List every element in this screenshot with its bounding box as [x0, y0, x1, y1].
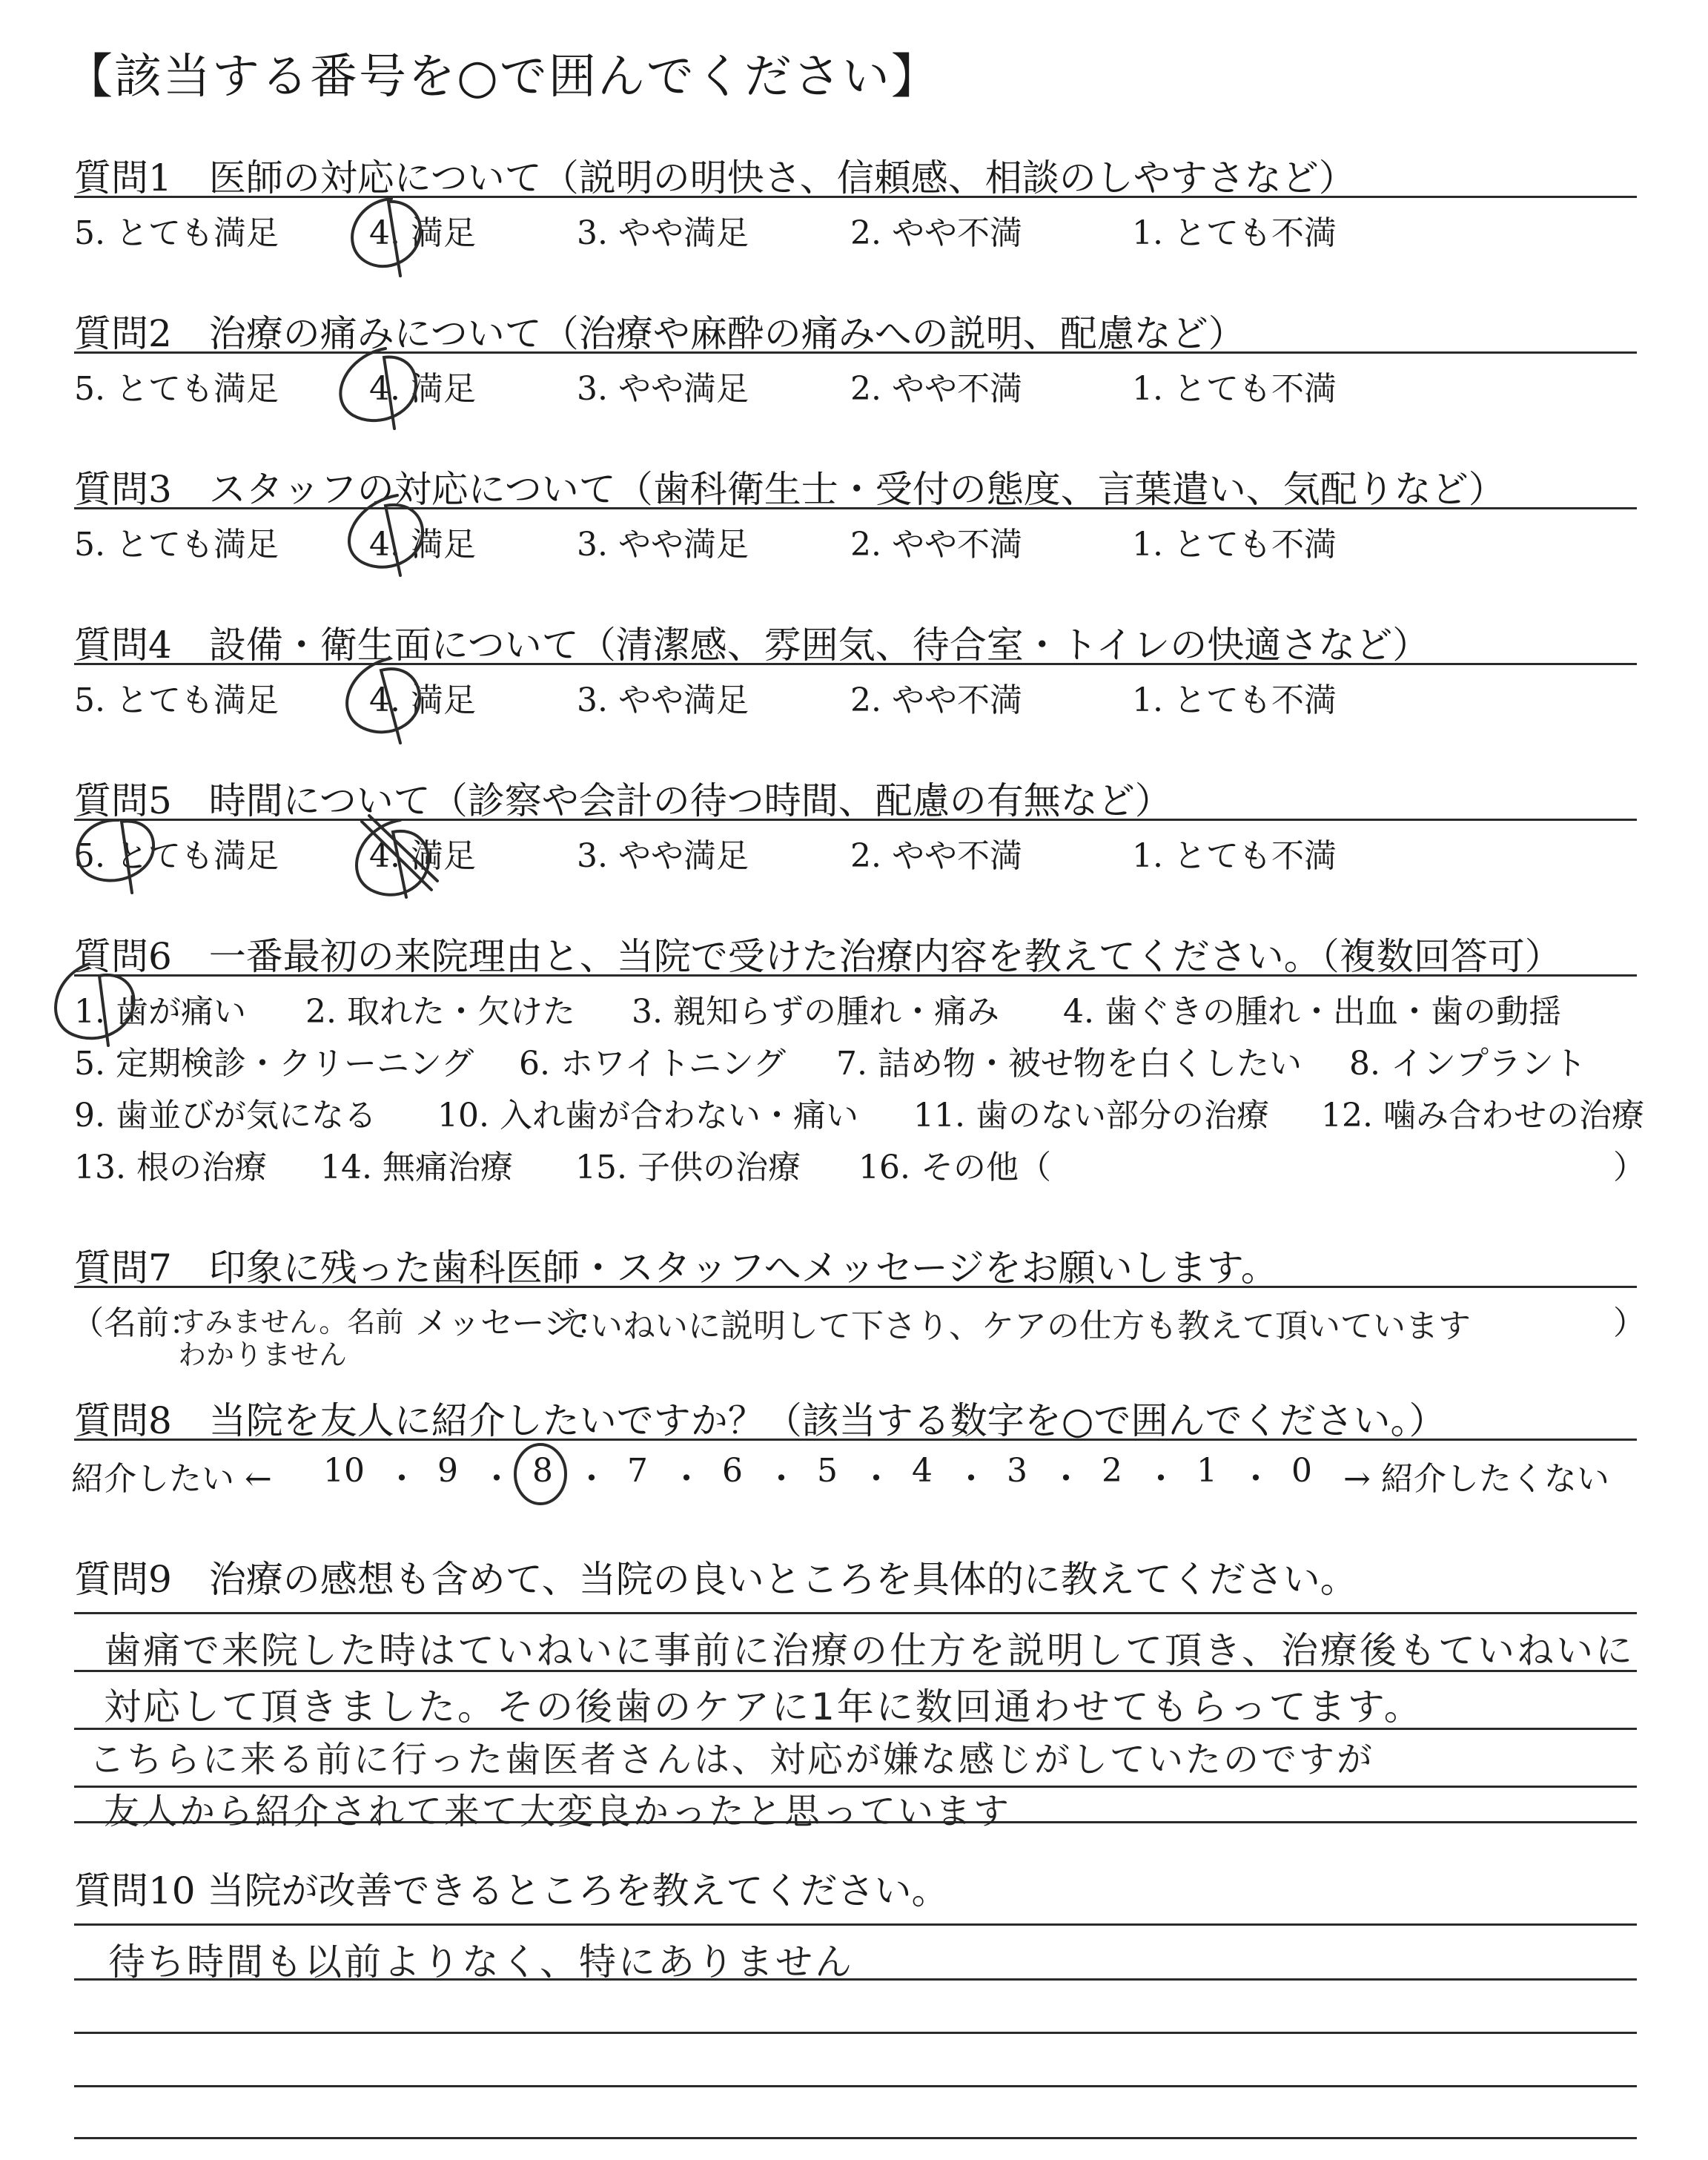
- q3-option-5[interactable]: 5. とても満足: [74, 526, 279, 564]
- q8-number-7[interactable]: 7: [627, 1452, 648, 1490]
- q7-name-label: （名前：: [71, 1304, 202, 1342]
- q10-writing-line: [74, 2085, 1637, 2087]
- q8-dot: ・: [385, 1460, 418, 1498]
- q8-number-3[interactable]: 3: [1007, 1452, 1027, 1490]
- question-4-rule: [74, 663, 1637, 665]
- q8-dot: ・: [860, 1460, 893, 1498]
- question-2-rule: [74, 351, 1637, 354]
- q8-dot: ・: [955, 1460, 987, 1498]
- question-8-rule: [74, 1439, 1637, 1441]
- q6-option-10[interactable]: 10. 入れ歯が合わない・痛い: [437, 1097, 858, 1135]
- q1-option-3[interactable]: 3. やや満足: [577, 214, 749, 252]
- q8-number-5[interactable]: 5: [817, 1452, 838, 1490]
- q5-option-1[interactable]: 1. とても不満: [1132, 837, 1337, 875]
- q1-option-4[interactable]: 4. 満足: [369, 214, 476, 252]
- question-5-label: 質問5 時間について（診察や会計の待つ時間、配慮の有無など）: [74, 779, 1172, 822]
- q4-option-3[interactable]: 3. やや満足: [577, 681, 749, 719]
- q9-writing-line: [74, 1612, 1637, 1614]
- q5-option-4[interactable]: 4. 満足: [369, 837, 476, 875]
- q4-option-2[interactable]: 2. やや不満: [850, 681, 1022, 719]
- q9-answer-line-3[interactable]: こちらに来る前に行った歯医者さんは、対応が嫌な感じがしていたのですが: [89, 1739, 1375, 1780]
- q2-option-3[interactable]: 3. やや満足: [577, 370, 749, 408]
- question-2-label: 質問2 治療の痛みについて（治療や麻酔の痛みへの説明、配慮など）: [74, 312, 1245, 355]
- question-4-label: 質問4 設備・衛生面について（清潔感、雰囲気、待合室・トイレの快適さなど）: [74, 624, 1430, 667]
- question-8-label: 質問8 当院を友人に紹介したいですか？（該当する数字を○で囲んでください。）: [74, 1399, 1446, 1442]
- question-1-rule: [74, 196, 1637, 198]
- q8-dot: ・: [1050, 1460, 1082, 1498]
- q7-name-value-line-2[interactable]: わかりません: [178, 1338, 348, 1371]
- page-title: 【該当する番号を○で囲んでください】: [65, 50, 940, 105]
- q10-answer-line-1[interactable]: 待ち時間も以前よりなく、特にありません: [108, 1941, 854, 1984]
- q6-option-9[interactable]: 9. 歯並びが気になる: [74, 1097, 377, 1135]
- q3-option-2[interactable]: 2. やや不満: [850, 526, 1022, 564]
- q8-number-9[interactable]: 9: [437, 1452, 458, 1490]
- q6-option-13[interactable]: 13. 根の治療: [74, 1149, 267, 1186]
- q6-option-16-close: ）: [1613, 1149, 1646, 1186]
- q7-message-label: メッセージ：: [415, 1304, 609, 1342]
- q8-left-label: 紹介したい ←: [71, 1460, 272, 1498]
- q6-option-1[interactable]: 1. 歯が痛い: [74, 993, 246, 1031]
- question-5-rule: [74, 819, 1637, 821]
- q5-option-3[interactable]: 3. やや満足: [577, 837, 749, 875]
- q6-option-2[interactable]: 2. 取れた・欠けた: [305, 993, 575, 1031]
- q7-message-value[interactable]: ていねいに説明して下さり、ケアの仕方も教えて頂いています: [557, 1307, 1471, 1345]
- q4-option-4[interactable]: 4. 満足: [369, 681, 476, 719]
- q2-option-1[interactable]: 1. とても不満: [1132, 370, 1337, 408]
- q8-dot: ・: [575, 1460, 608, 1498]
- q1-option-2[interactable]: 2. やや不満: [850, 214, 1022, 252]
- q8-dot: ・: [1145, 1460, 1177, 1498]
- question-10-label: 質問10 当院が改善できるところを教えてください。: [74, 1869, 949, 1912]
- q2-option-5[interactable]: 5. とても満足: [74, 370, 279, 408]
- question-7-label: 質問7 印象に残った歯科医師・スタッフへメッセージをお願いします。: [74, 1246, 1278, 1289]
- question-3-rule: [74, 507, 1637, 509]
- q8-number-1[interactable]: 1: [1196, 1452, 1217, 1490]
- q6-option-3[interactable]: 3. 親知らずの腫れ・痛み: [632, 993, 999, 1031]
- q5-option-2[interactable]: 2. やや不満: [850, 837, 1022, 875]
- q6-option-6[interactable]: 6. ホワイトニング: [519, 1045, 787, 1083]
- q7-name-value-line-1[interactable]: すみません。名前: [176, 1306, 404, 1338]
- q6-option-4[interactable]: 4. 歯ぐきの腫れ・出血・歯の動揺: [1063, 993, 1561, 1031]
- q6-option-7[interactable]: 7. 詰め物・被せ物を白くしたい: [836, 1045, 1302, 1083]
- question-3-label: 質問3 スタッフの対応について（歯科衛生士・受付の態度、言葉遣い、気配りなど）: [74, 468, 1506, 511]
- question-7-rule: [74, 1286, 1637, 1288]
- q8-number-10[interactable]: 10: [323, 1452, 365, 1490]
- q8-number-2[interactable]: 2: [1102, 1452, 1122, 1490]
- question-6-label: 質問6 一番最初の来院理由と、当院で受けた治療内容を教えてください。（複数回答可）: [74, 935, 1562, 978]
- q4-option-5[interactable]: 5. とても満足: [74, 681, 279, 719]
- q10-writing-line: [74, 1923, 1637, 1926]
- q8-number-0[interactable]: 0: [1291, 1452, 1312, 1490]
- q4-option-1[interactable]: 1. とても不満: [1132, 681, 1337, 719]
- q6-option-8[interactable]: 8. インプラント: [1349, 1045, 1586, 1083]
- q2-option-2[interactable]: 2. やや不満: [850, 370, 1022, 408]
- q3-option-4[interactable]: 4. 満足: [369, 526, 476, 564]
- q10-writing-line: [74, 2032, 1637, 2034]
- q1-option-1[interactable]: 1. とても不満: [1132, 214, 1337, 252]
- q6-option-15[interactable]: 15. 子供の治療: [575, 1149, 801, 1186]
- q7-close-paren: ）: [1613, 1304, 1646, 1342]
- q8-right-label: → 紹介したくない: [1343, 1460, 1609, 1498]
- q2-option-4[interactable]: 4. 満足: [369, 370, 476, 408]
- q6-option-14[interactable]: 14. 無痛治療: [320, 1149, 513, 1186]
- q6-option-12[interactable]: 12. 噛み合わせの治療: [1321, 1097, 1644, 1135]
- q5-option-5[interactable]: 5. とても満足: [74, 837, 279, 875]
- q10-writing-line: [74, 2137, 1637, 2139]
- q6-option-16[interactable]: 16. その他（: [858, 1149, 1051, 1186]
- q8-dot: ・: [1239, 1460, 1272, 1498]
- q9-answer-line-4[interactable]: 友人から紹介されて来て大変良かったと思っています: [104, 1791, 1012, 1832]
- question-1-label: 質問1 医師の対応について（説明の明快さ、信頼感、相談のしやすさなど）: [74, 156, 1356, 199]
- q9-answer-line-1[interactable]: 歯痛で来院した時はていねいに事前に治療の仕方を説明して頂き、治療後もていねいに: [104, 1629, 1635, 1672]
- question-6-rule: [74, 974, 1637, 977]
- q6-option-5[interactable]: 5. 定期検診・クリーニング: [74, 1045, 474, 1083]
- q8-dot: ・: [670, 1460, 703, 1498]
- q6-option-11[interactable]: 11. 歯のない部分の治療: [913, 1097, 1269, 1135]
- q8-number-8[interactable]: 8: [532, 1452, 553, 1490]
- q9-answer-line-2[interactable]: 対応して頂きました。その後歯のケアに1年に数回通わせてもらってます。: [104, 1685, 1423, 1728]
- q8-number-6[interactable]: 6: [722, 1452, 743, 1490]
- q1-option-5[interactable]: 5. とても満足: [74, 214, 279, 252]
- question-9-label: 質問9 治療の感想も含めて、当院の良いところを具体的に教えてください。: [74, 1558, 1357, 1601]
- q8-dot: ・: [765, 1460, 798, 1498]
- q3-option-1[interactable]: 1. とても不満: [1132, 526, 1337, 564]
- q8-dot: ・: [480, 1460, 513, 1498]
- q8-number-4[interactable]: 4: [912, 1452, 933, 1490]
- q3-option-3[interactable]: 3. やや満足: [577, 526, 749, 564]
